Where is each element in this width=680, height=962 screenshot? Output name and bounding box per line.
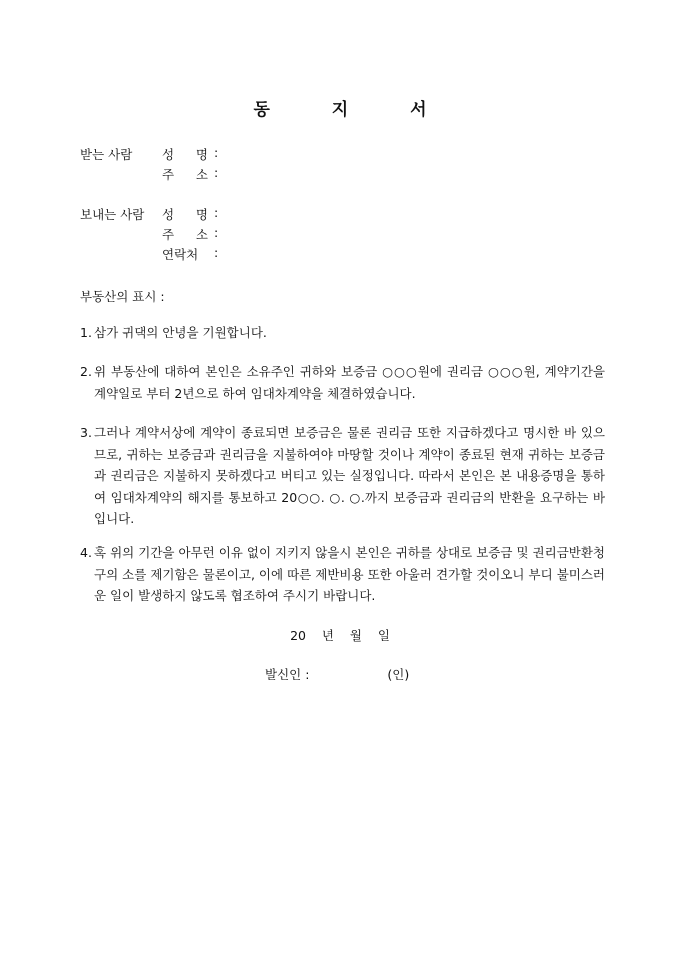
field-label: 성 명 [162, 147, 208, 162]
sender-address-field [162, 225, 218, 243]
signature-line [265, 665, 409, 683]
recipient-role-label: 받는 사람 [80, 147, 133, 162]
list-item [80, 322, 605, 344]
property-label: 부동산의 표시 : [80, 289, 165, 304]
item-text: 삼가 귀댁의 안녕을 기원합니다. [94, 325, 267, 340]
date-line: 20 년 월 일 [290, 628, 390, 643]
list-item [80, 422, 605, 530]
field-colon: : [214, 145, 219, 160]
item-number: 2. [80, 364, 92, 379]
recipient-address-field [162, 165, 218, 183]
item-text: 그러나 계약서상에 계약이 종료되면 보증금은 물론 권리금 또한 지급하겠다고 명시한 바 있으므로, 귀하는 보증금과 권리금을 지불하여야 마땅할 것이나 계약이 종료된 현재 귀하는 보증금과 권리금은 지불하지 못하겠다고 버티고 있는 실정입니다. 따라서 본인은 본 내용증명을 통하여 임대차계약의 해지를 통보하고 20○○. ○. ○.까지 보증금과 권리금의 반환을 요구하는 바입니다. [94, 425, 605, 526]
field-label: 성 명 [162, 207, 208, 222]
list-item [80, 361, 605, 404]
item-text: 혹 위의 기간을 아무런 이유 없이 지키지 않을시 본인은 귀하를 상대로 보증금 및 권리금반환청구의 소를 제기함은 물론이고, 이에 따른 제반비용 또한 아울러 견가할 것이오니 부디 불미스러운 일이 발생하지 않도록 협조하여 주시기 바랍니다. [94, 545, 605, 603]
sender-role-label: 보내는 사람 [80, 207, 145, 222]
field-colon: : [214, 205, 219, 220]
sender-contact-field [162, 245, 218, 263]
field-label: 연락처 [162, 247, 199, 262]
field-colon: : [214, 165, 219, 180]
document-title: 동 지 서 [253, 100, 455, 120]
item-number: 4. [80, 545, 92, 560]
item-number: 1. [80, 325, 92, 340]
sender-name-field [162, 205, 218, 223]
item-text: 위 부동산에 대하여 본인은 소유주인 귀하와 보증금 ○○○원에 권리금 ○○○원, 계약기간을 계약일로 부터 2년으로 하여 임대차계약을 체결하였습니다. [94, 364, 605, 401]
field-colon: : [214, 225, 219, 240]
field-colon: : [214, 245, 219, 260]
list-item [80, 542, 605, 607]
item-number: 3. [80, 425, 92, 440]
seal-mark: (인) [387, 667, 410, 682]
recipient-name-field [162, 145, 218, 163]
field-label: 주 소 [162, 167, 208, 182]
field-label: 주 소 [162, 227, 208, 242]
sender-signature-label: 발신인 : [265, 667, 310, 682]
